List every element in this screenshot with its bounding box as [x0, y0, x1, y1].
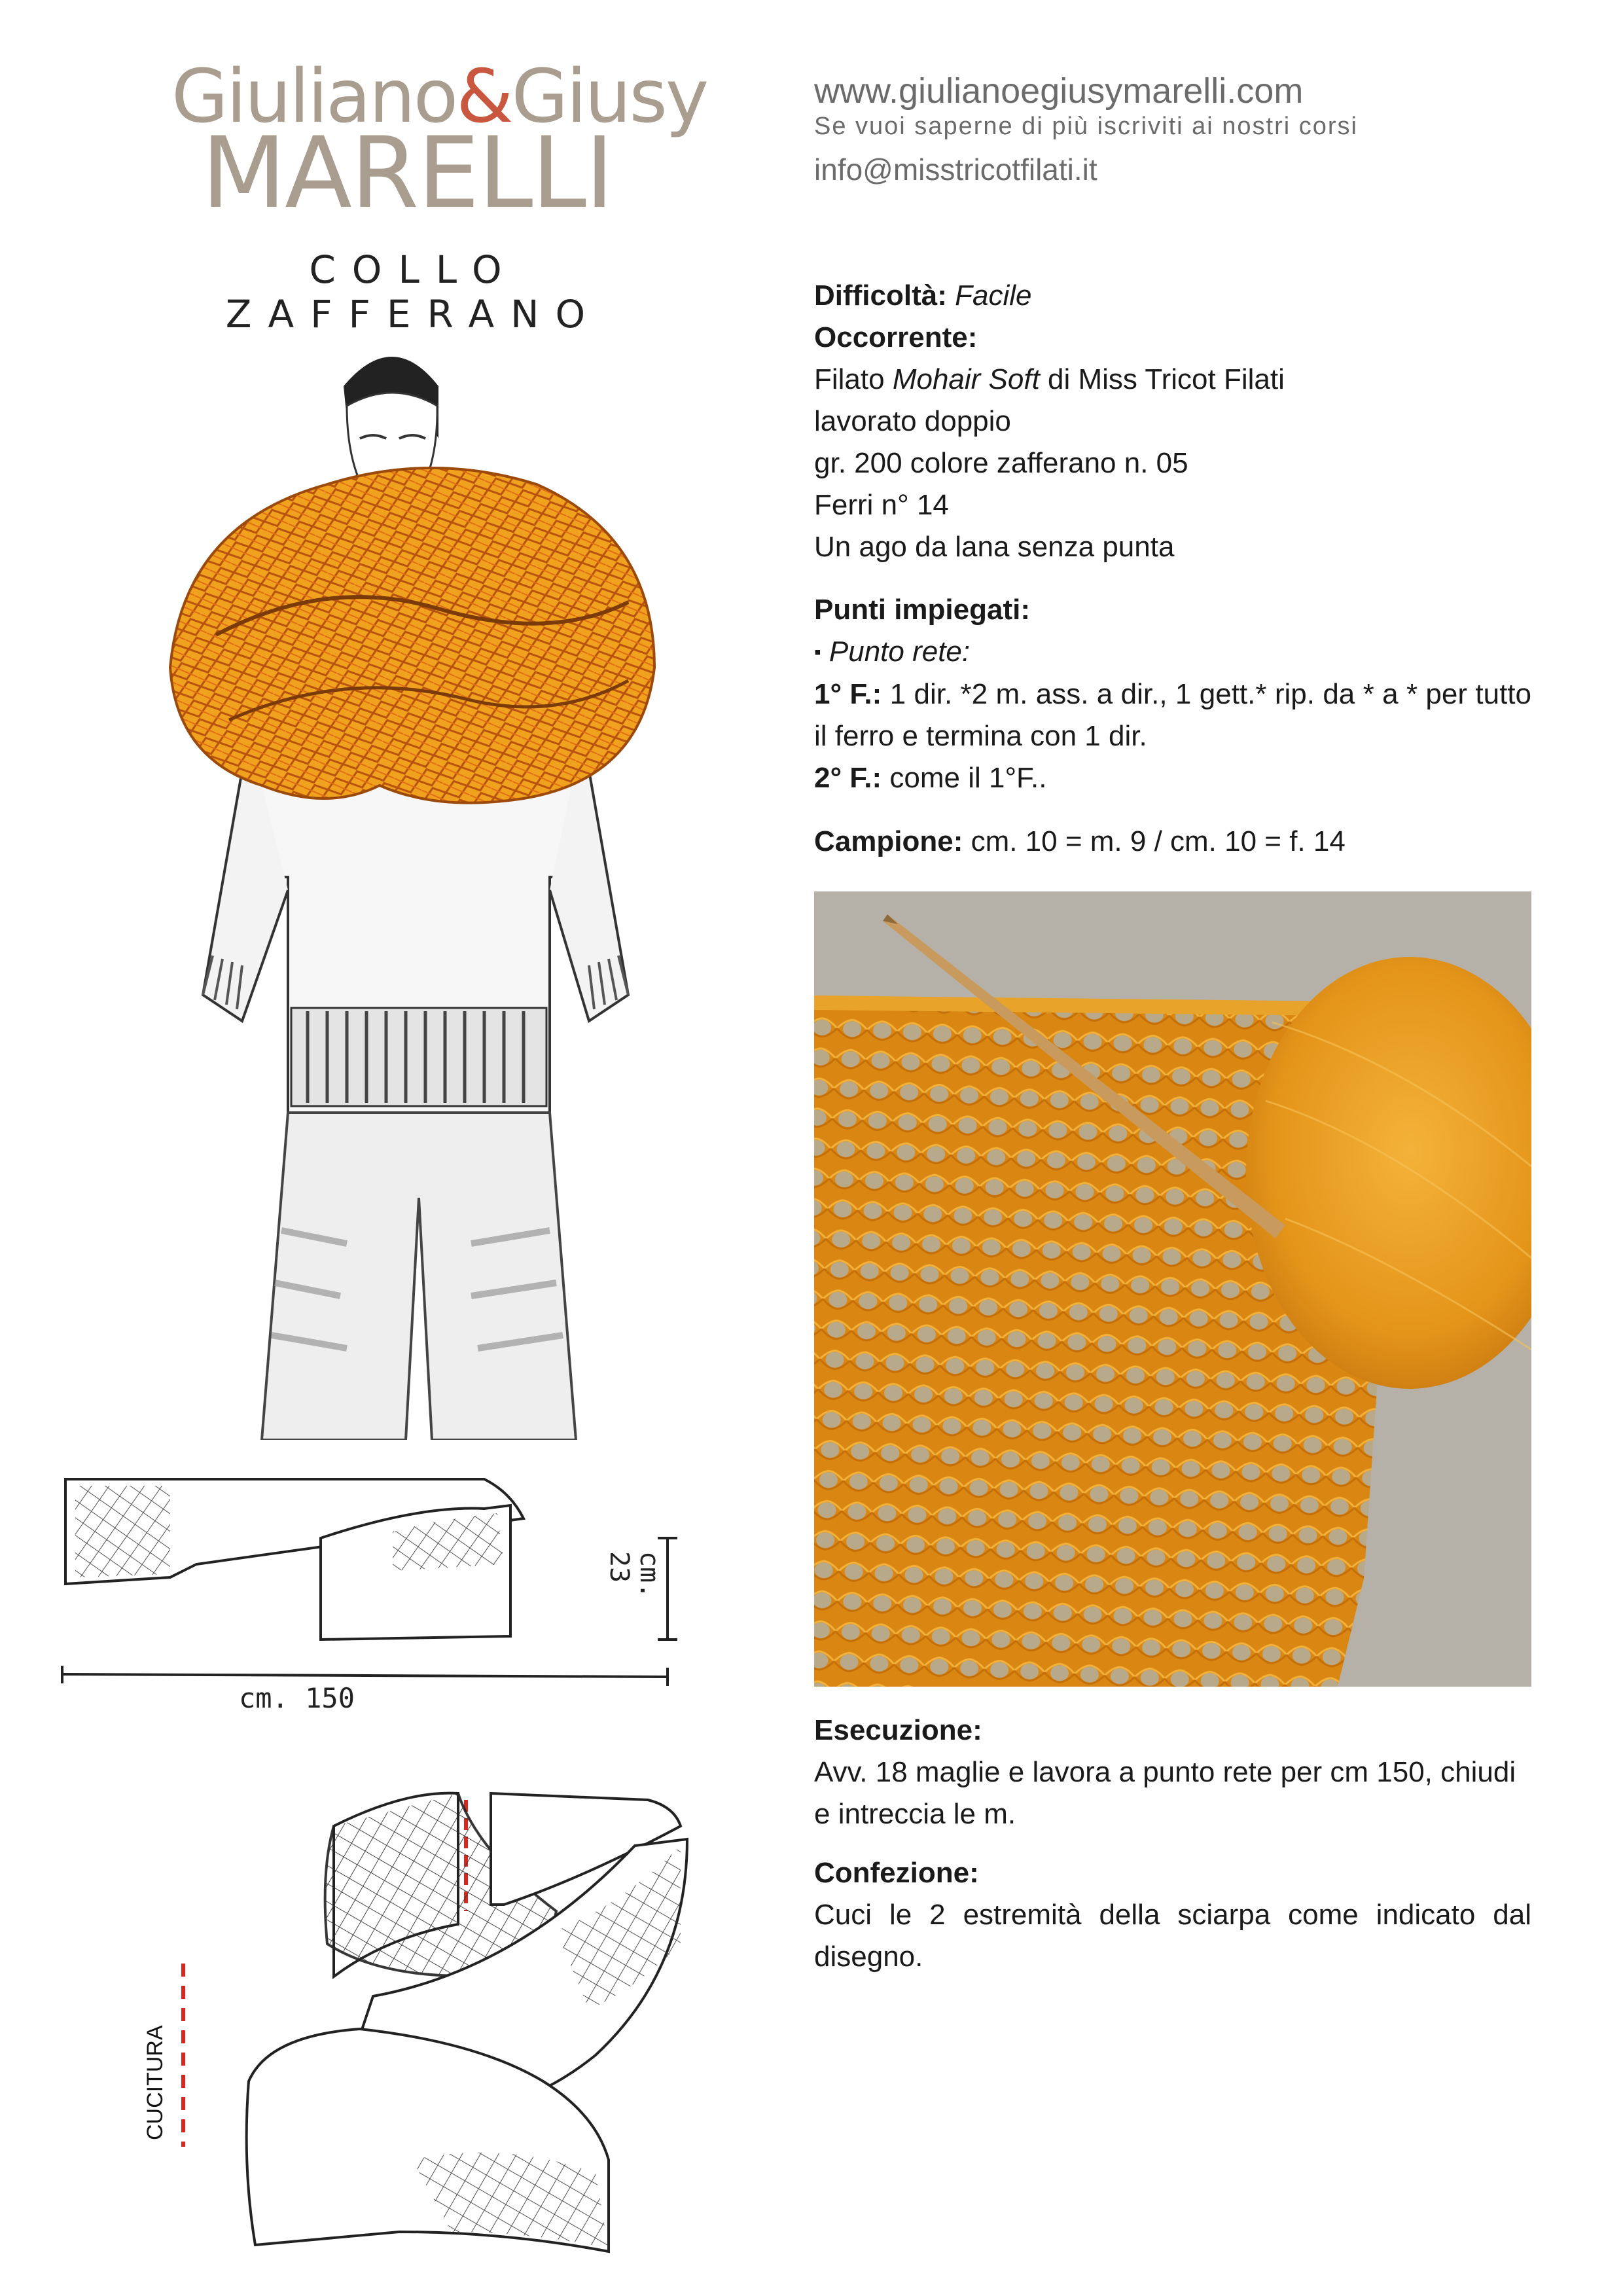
scarf-flat-diagram: [52, 1466, 733, 1715]
bullet-icon: ▪: [814, 641, 821, 663]
brand-surname: MARELLI: [201, 117, 613, 230]
materials-line-4: Ferri n° 14: [814, 489, 949, 521]
yarn-name: Mohair Soft: [892, 363, 1040, 395]
difficulty-value: Facile: [955, 279, 1032, 312]
materials-line-2: lavorato doppio: [814, 405, 1011, 437]
length-label: cm. 150: [239, 1682, 355, 1714]
fashion-illustration: [131, 327, 707, 1440]
pattern-title: COLLO ZAFFERANO: [225, 247, 602, 336]
gauge-label: Campione:: [814, 825, 963, 857]
stitch-name: Punto rete:: [829, 636, 971, 668]
scarf-loop-diagram: [137, 1774, 746, 2271]
stitches-heading: Punti impiegati:: [814, 594, 1030, 626]
stitches-section: [814, 589, 1531, 799]
stitch-name-line: [814, 631, 1531, 673]
gauge-value: cm. 10 = m. 9 / cm. 10 = f. 14: [963, 825, 1346, 857]
materials-yarn-line: Filato Mohair Soft di Miss Tricot Filati: [814, 363, 1285, 395]
materials-section: [814, 317, 1531, 568]
website-link[interactable]: www.giulianoegiusymarelli.com: [814, 71, 1304, 111]
execution-text: Avv. 18 maglie e lavora a punto rete per cm 150, chiudi e intreccia le m.: [814, 1756, 1516, 1830]
materials-line-5: Un ago da lana senza punta: [814, 531, 1175, 563]
stitch-row-1: 1° F.: 1 dir. *2 m. ass. a dir., 1 gett.* rip. da * a * per tutto il ferro e termina con 1 dir.: [814, 678, 1532, 752]
stitch-row-2: 2° F.: come il 1°F..: [814, 762, 1047, 794]
difficulty-line: [814, 275, 1531, 317]
finishing-section: [814, 1852, 1531, 1978]
finishing-heading: Confezione:: [814, 1857, 979, 1889]
brand-ampersand: &: [456, 54, 512, 139]
gauge-line: [814, 821, 1531, 863]
height-label: cm. 23: [604, 1551, 664, 1599]
execution-section: [814, 1710, 1531, 1835]
brand-name-first: Giuliano: [171, 54, 457, 139]
difficulty-label: Difficoltà:: [814, 279, 947, 312]
seam-label: CUCITURA: [143, 2025, 168, 2140]
finishing-text: Cuci le 2 estremità della sciarpa come indicato dal disegno.: [814, 1899, 1531, 1973]
materials-line-3: gr. 200 colore zafferano n. 05: [814, 447, 1188, 479]
materials-heading: Occorrente:: [814, 321, 978, 353]
email-link[interactable]: info@misstricotfilati.it: [814, 152, 1097, 187]
execution-heading: Esecuzione:: [814, 1714, 982, 1746]
brand-name-second: Giusy: [511, 54, 707, 139]
swatch-photo: [814, 891, 1531, 1687]
courses-note: Se vuoi saperne di più iscriviti ai nostri corsi: [814, 113, 1358, 140]
